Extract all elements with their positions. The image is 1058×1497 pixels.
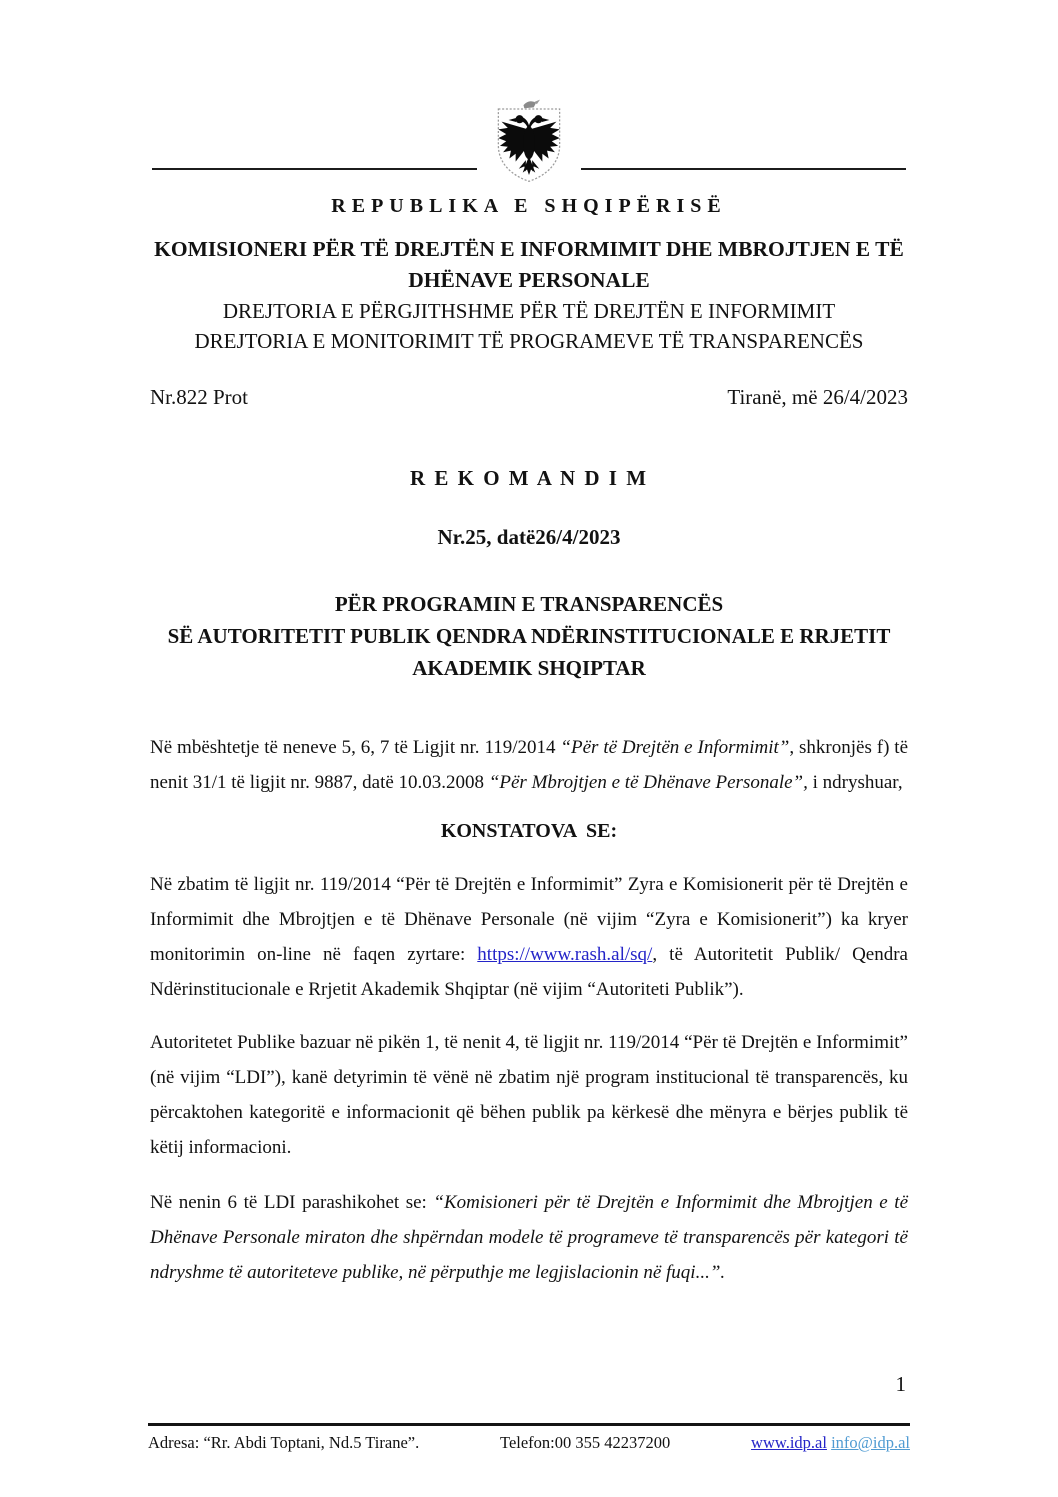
footer-email-link[interactable]: info@idp.al <box>831 1433 910 1452</box>
recommendation-number: Nr.25, datë26/4/2023 <box>437 525 621 549</box>
org-dept-line1: DREJTORIA E PËRGJITHSHME PËR TË DREJTËN E INFORMIMIT <box>222 299 836 323</box>
subject-line2: SË AUTORITETIT PUBLIK QENDRA NDËRINSTITUCIONALE E RRJETIT <box>167 624 891 648</box>
footer-website-link[interactable]: www.idp.al <box>751 1433 827 1452</box>
footer-address: Adresa: “Rr. Abdi Toptani, Nd.5 Tirane”. <box>148 1433 420 1452</box>
republic-title: REPUBLIKA E SHQIPËRISË <box>331 195 727 217</box>
org-title-line2: DHËNAVE PERSONALE <box>408 268 650 292</box>
emblem-container <box>477 98 581 186</box>
rekomandim-heading: R E K O M A N D I M <box>409 466 649 490</box>
paragraph-text: Në mbështetje të neneve 5, 6, 7 të Ligjit nr. 119/2014 <box>150 737 561 758</box>
subject-line1: PËR PROGRAMIN E TRANSPARENCËS <box>334 592 724 616</box>
subject-line3: AKADEMIK SHQIPTAR <box>412 656 646 680</box>
law-title-italic: “Për të Drejtën e Informimit” <box>560 737 790 758</box>
paragraph-text: , shkronjës f) të nenit 31/1 të ligjit nr. 9887, datë 10.03.2008 <box>150 737 909 793</box>
quoted-provision-italic: “Komisioneri për të Drejtën e Informimit dhe Mbrojtjen e të Dhënave Personale miraton dhe shpërndan modele të programeve të transparencës për kategori të ndryshme të autoriteteve publike, në përputhje me legjislacionin në fuqi...”. <box>150 1192 908 1283</box>
place-date: Tiranë, më 26/4/2023 <box>727 385 908 409</box>
page-number: 1 <box>895 1372 906 1396</box>
paragraph-text: Në nenin 6 të LDI parashikohet se: <box>150 1192 434 1213</box>
paragraph-text: Autoritetet Publike bazuar në pikën 1, të nenit 4, të ligjit nr. 119/2014 “Për të Drejtën e Informimit” (në vijim “LDI”), kanë detyrimin të vënë në zbatim një program institucional të transparencës, ku përcaktohen kategoritë e informacionit që bëhen publik pa kërkesë dhe mënyra e bërjes publik të këtij informacioni. <box>150 1032 908 1158</box>
org-title-block <box>150 234 908 356</box>
paragraph-obligation <box>150 1025 908 1165</box>
document-header <box>150 98 908 218</box>
konstatova-heading: KONSTATOVA SE: <box>440 820 618 842</box>
albania-eagle-emblem-icon <box>486 98 572 186</box>
org-title-line1: KOMISIONERI PËR TË DREJTËN E INFORMIMIT DHE MBROJTJEN E TË <box>154 237 904 261</box>
law-title-italic: “Për Mbrojtjen e të Dhënave Personale”, <box>488 772 808 793</box>
paragraph-text: i ndryshuar, <box>807 772 903 793</box>
document-footer <box>148 1423 910 1453</box>
paragraph-text: , të Autoritetit Publik/ Qendra Ndërinstitucionale e Rrjetit Akademik Shqiptar (në vijim “Autoriteti Publik”). <box>150 944 908 1000</box>
footer-links <box>751 1433 910 1453</box>
paragraph-monitoring <box>150 867 908 1007</box>
paragraph-legal-basis <box>150 730 908 800</box>
rash-website-link[interactable]: https://www.rash.al/sq/ <box>477 944 653 965</box>
org-dept-line2: DREJTORIA E MONITORIMIT TË PROGRAMEVE TË TRANSPARENCËS <box>194 329 864 353</box>
subject-title <box>150 588 908 684</box>
footer-phone: Telefon:00 355 42237200 <box>500 1433 671 1452</box>
reference-row <box>150 384 908 410</box>
paragraph-text: Në zbatim të ligjit nr. 119/2014 “Për të Drejtën e Informimit” Zyra e Komisionerit për të Drejtën e Informimit dhe Mbrojtjen e të Dhënave Personale (në vijim “Zyra e Komisionerit”) ka kryer monitorimin on-line në faqen zyrtare: <box>150 874 908 965</box>
paragraph-article6 <box>150 1185 908 1290</box>
protocol-number: Nr.822 Prot <box>150 385 249 409</box>
